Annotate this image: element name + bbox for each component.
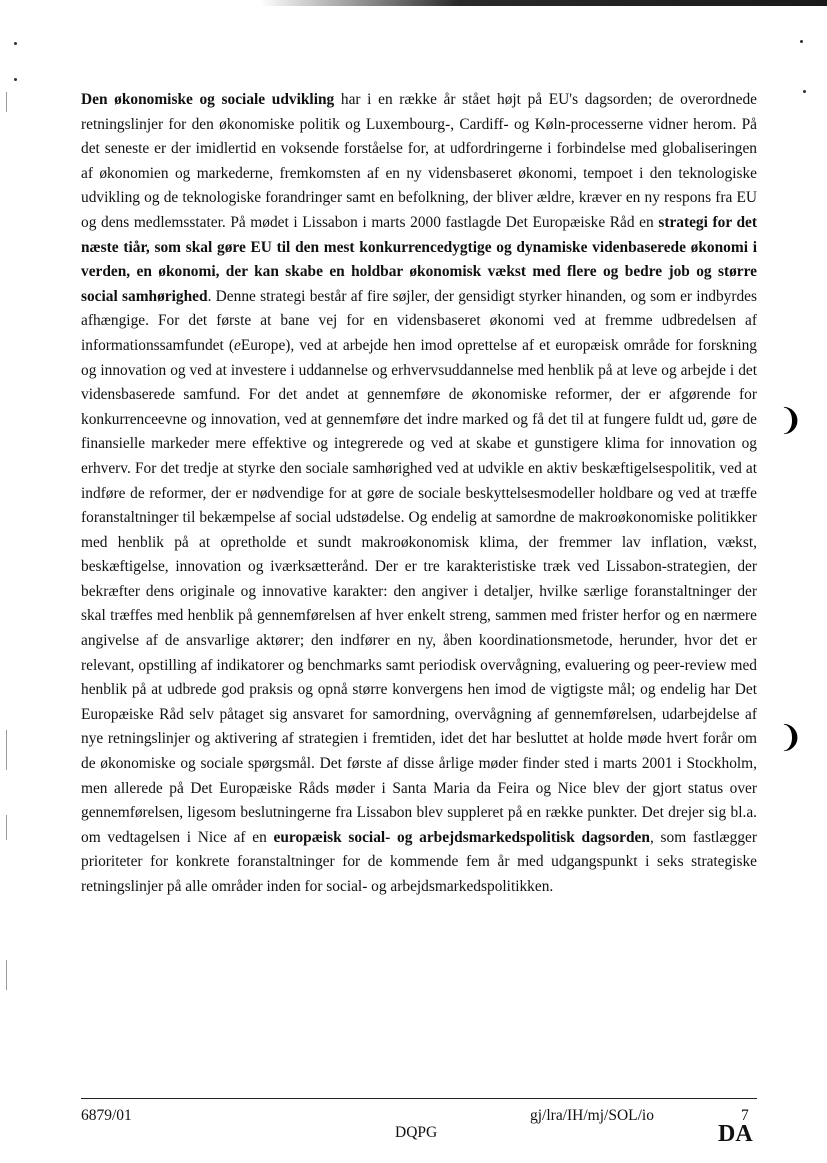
bold-agenda-phrase: europæisk social- og arbejdsmarkedspolitisk dagsorden — [273, 828, 650, 846]
bold-phrase: Den økonomiske og sociale udvikling — [81, 91, 335, 108]
scan-top-edge — [260, 0, 827, 6]
scan-speck — [800, 40, 803, 43]
paragraph-text: har i en række år stået højt på EU's dagsorden; de overordnede retningslinjer for den økonomiske politik og Luxembourg-, Cardiff- og Køln-processerne vidner herom. På det seneste er der imidlertid en voksende forståelse for, at udfordringerne i forbindelse med globaliseringen af økonomien og markederne, fremkomsten af en ny vidensbaseret økonomi, tempoet i den teknologiske udvikling og de teknologiske forandringer samt en befolkning, der bliver ældre, kræver en ny respons fra EU og dens medlemsstater. På mødet i Lissabon i marts 2000 fastlagde Det Europæiske Råd en — [81, 91, 757, 231]
document-number: 6879/01 — [81, 1107, 132, 1124]
scan-speck — [14, 42, 17, 45]
margin-bracket-mark: ❩ — [778, 403, 804, 438]
bold-strategy-phrase: strategi for det næste tiår, som skal gøre EU til den mest konkurrencedygtige og dynamiske videnbaserede økonomi i verden, en økonomi, der kan skabe en holdbar økonomisk vækst med flere og bedre job og større social samhørighed — [81, 213, 757, 305]
page-number: 7 — [741, 1107, 749, 1124]
scan-edge-line — [6, 815, 7, 840]
language-code: DA — [718, 1121, 753, 1147]
scan-edge-line — [6, 92, 7, 112]
main-paragraph — [81, 88, 757, 900]
paragraph-text: , som fastlægger prioriteter for konkrete foranstaltninger for de kommende fem år med udgangspunkt i seks strategiske retningslinjer på alle områder inden for social- og arbejdsmarkedspolitikken. — [81, 828, 758, 895]
footer-divider — [81, 1098, 757, 1099]
scan-edge-line — [6, 730, 7, 770]
scan-edge-line — [6, 960, 7, 990]
scan-speck — [14, 78, 17, 81]
paragraph-text: Europe), ved at arbejde hen imod oprettelse af et europæisk område for forskning og innovation og ved at investere i uddannelse og erhvervsuddannelse med henblik på at leve og arbejde i det vidensbaserede samfund. For det andet at gennemføre de økonomiske reformer, der er afgørende for konkurrenceevne og innovation, ved at gennemføre det indre marked og få det til at fungere fuldt ud, gøre de finansielle markeder mere effektive og integrerede og ved at skabe et gunstigere klima for innovation og erhverv. For det tredje at styrke den sociale samhørighed ved at udvikle en aktiv beskæftigelsespolitik, ved at indføre de reformer, der er nødvendige for at gøre de sociale beskyttelsesmodeller holdbare og ved at træffe foranstaltninger til bekæmpelse af social udstødelse. Og endelig at samordne de makroøkonomiske politikker med henblik på at opretholde et sundt makroøkonomisk klima, der fremmer lav inflation, vækst, beskæftigelse, innovation og iværksætterånd. Der er tre karakteristiske træk ved Lissabon-strategien, der bekræfter dens originale og innovative karakter: den angiver i detaljer, hvilke særlige foranstaltninger der skal træffes med henblik på gennemførelsen af hver enkelt streng, sammen med frister herfor og en nærmere angivelse af de ansvarlige aktører; den indfører en ny, åben koordinationsmetode, herunder, hvor det er relevant, opstilling af indikatorer og benchmarks samt periodisk overvågning, evaluering og peer-review med henblik på at udbrede god praksis og opnå større konvergens hen imod de vigtigste mål; og endelig har Det Europæiske Råd selv påtaget sig ansvaret for samordning, overvågning af gennemførelsen, udarbejdelse af nye retningslinjer og aktivering af strategien i fremtiden, idet det har besluttet at holde møde hvert forår om de økonomiske og sociale spørgsmål. Det første af disse årlige møder finder sted i marts 2001 i Stockholm, men allerede på Det Europæiske Råds møder i Santa Maria da Feira og Nice blev der gjort status over gennemførelsen, ligesom beslutningerne fra Lissabon blev suppleret på en række punkter. Det drejer sig bl.a. om vedtagelsen i Nice af en — [81, 336, 757, 846]
paragraph-text: . Denne strategi består af fire søjler, der gensidigt styrker hinanden, og som er indbyrdes afhængige. For det første at bane vej for en vidensbaseret økonomi ved at fremme udbredelsen af informationssamfundet ( — [81, 287, 758, 354]
italic-e: e — [233, 336, 241, 354]
author-initials: gj/lra/IH/mj/SOL/io — [530, 1107, 654, 1124]
margin-bracket-mark: ❩ — [778, 720, 804, 755]
department-code: DQPG — [395, 1124, 438, 1141]
scan-speck — [803, 90, 806, 93]
